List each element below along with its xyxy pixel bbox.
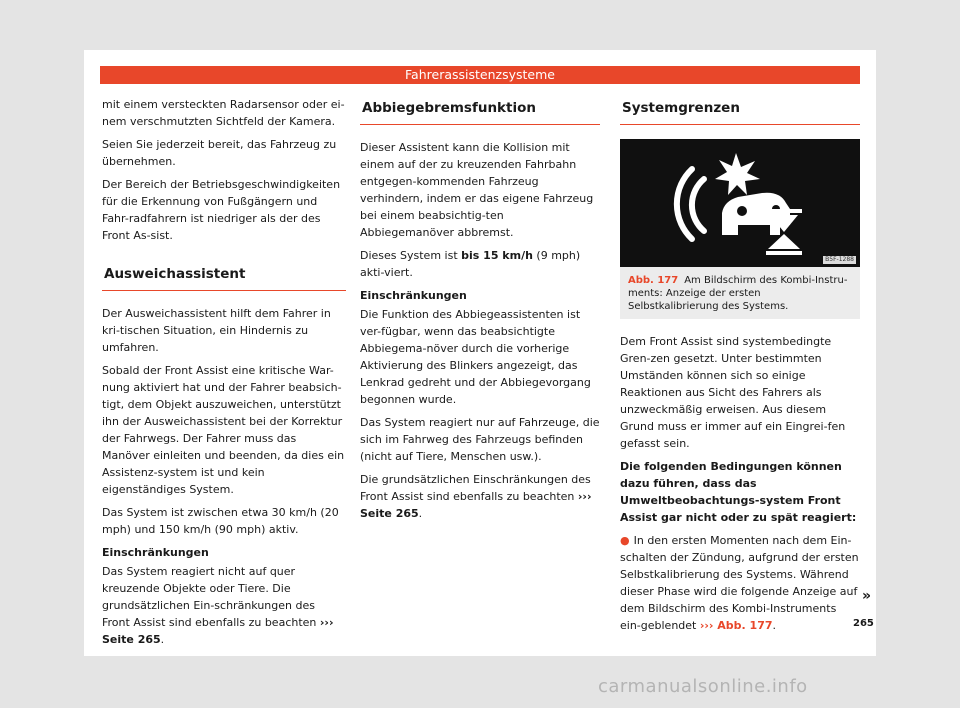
page-reference-link[interactable]: ››› Seite 265 (360, 490, 592, 520)
paragraph-end: . (160, 633, 165, 646)
figure-caption (620, 267, 860, 319)
paragraph (360, 247, 600, 281)
bullet-end: . (772, 619, 777, 632)
subsection-title: Einschränkungen (360, 289, 467, 302)
page-number: 265 (853, 618, 874, 629)
figure-reference-link[interactable]: ››› Abb. 177 (699, 619, 773, 632)
figure-177 (620, 139, 860, 267)
column-left (102, 96, 346, 654)
front-assist-calibration-icon (620, 139, 860, 267)
section-title-systemgrenzen: Systemgrenzen (620, 96, 860, 125)
paragraph-bold: Die folgenden Bedingungen können dazu führen, dass das Umweltbeobachtungs-system Front Assist gar nicht oder zu spät reagiert: (620, 460, 857, 524)
paragraph: Seien Sie jederzeit bereit, das Fahrzeug zu übernehmen. (102, 138, 337, 168)
paragraph: Der Ausweichassistent hilft dem Fahrer in kri-tischen Situation, ein Hindernis zu umfahren. (102, 307, 331, 354)
subsection-title: Einschränkungen (102, 546, 209, 559)
column-right (620, 96, 860, 640)
paragraph: Sobald der Front Assist eine kritische War-nung aktiviert hat und der Fahrer beabsich-tigt, dem Objekt auszuweichen, unterstützt ihn der Ausweichassistent bei der Korrektur der Fahrwegs. Der Fahrer muss das Manöver einleiten und beenden, da dies ein Assistenz-system ist und kein eigenständiges System. (102, 364, 345, 496)
bullet-item (620, 532, 860, 634)
bullet-icon: ● (620, 534, 630, 547)
paragraph: Das System reagiert nur auf Fahrzeuge, die sich im Fahrweg des Fahrzeugs befinden (nicht auf Tiere, Menschen usw.). (360, 416, 600, 463)
paragraph-text: Dieses System ist (360, 249, 462, 262)
paragraph: Der Bereich der Betriebsgeschwindigkeiten für die Erkennung von Fußgängern und Fahr-radfahrern ist niedriger als der des Front As-sist. (102, 178, 341, 242)
paragraph: Die Funktion des Abbiegeassistenten ist ver-fügbar, wenn das beabsichtigte Abbiegema-növer durch die vorherige Aktivierung des Blinkers angezeigt, das Lenkrad gedreht und der Abbiegevorgang begonnen wurde. (360, 308, 591, 406)
watermark: carmanualsonline.info (598, 676, 808, 697)
paragraph: mit einem versteckten Radarsensor oder ei-nem verschmutzten Sichtfeld der Kamera. (102, 98, 345, 128)
bullet-text: In den ersten Momenten nach dem Ein-schalten der Zündung, aufgrund der ersten Selbstkalibrierung des Systems. Während dieser Phase wird die folgende Anzeige auf dem Bildschirm des Kombi-Instruments ein-geblendet (620, 534, 859, 632)
continue-mark: » (862, 588, 872, 604)
paragraph: Dem Front Assist sind systembedingte Gren-zen gesetzt. Unter bestimmten Umständen können sich so einige Reaktionen aus Sicht des Fahrers als unzweckmäßig erweisen. Aus diesem Grund muss er immer auf ein Eingrei-fen gefasst sein. (620, 335, 846, 450)
section-title-ausweichassistent: Ausweichassistent (102, 262, 346, 291)
paragraph-text: Das System reagiert nicht auf quer kreuzende Objekte oder Tiere. Die grundsätzlichen Ein-schränkungen des Front Assist sind ebenfalls zu beachten (102, 565, 320, 629)
figure-code: B5F-1288 (825, 256, 854, 263)
paragraph-text: (9 mph) akti-viert. (360, 249, 581, 279)
speed-highlight: bis 15 km/h (461, 249, 533, 262)
section-title-abbiegebremsfunktion: Abbiegebremsfunktion (360, 96, 600, 125)
page-header: Fahrerassistenzsysteme (100, 66, 860, 84)
page-reference-link[interactable]: ››› Seite 265 (102, 616, 334, 646)
paragraph (360, 471, 600, 522)
paragraph-end: . (418, 507, 423, 520)
paragraph: Das System ist zwischen etwa 30 km/h (20 mph) und 150 km/h (90 mph) aktiv. (102, 506, 339, 536)
column-middle (360, 96, 600, 528)
paragraph-text: Die grundsätzlichen Einschränkungen des Front Assist sind ebenfalls zu beachten (360, 473, 591, 503)
figure-label: Abb. 177 (628, 275, 679, 286)
paragraph (102, 563, 346, 648)
caption-text: Am Bildschirm des Kombi-Instru-ments: Anzeige der ersten Selbstkalibrierung des Systems. (628, 275, 848, 312)
paragraph: Dieser Assistent kann die Kollision mit einem auf der zu kreuzenden Fahrbahn entgegen-kommenden Fahrzeug verhindern, indem er das eigene Fahrzeug bei einem beabsichtig-ten Abbiegemanöver abbremst. (360, 141, 594, 239)
